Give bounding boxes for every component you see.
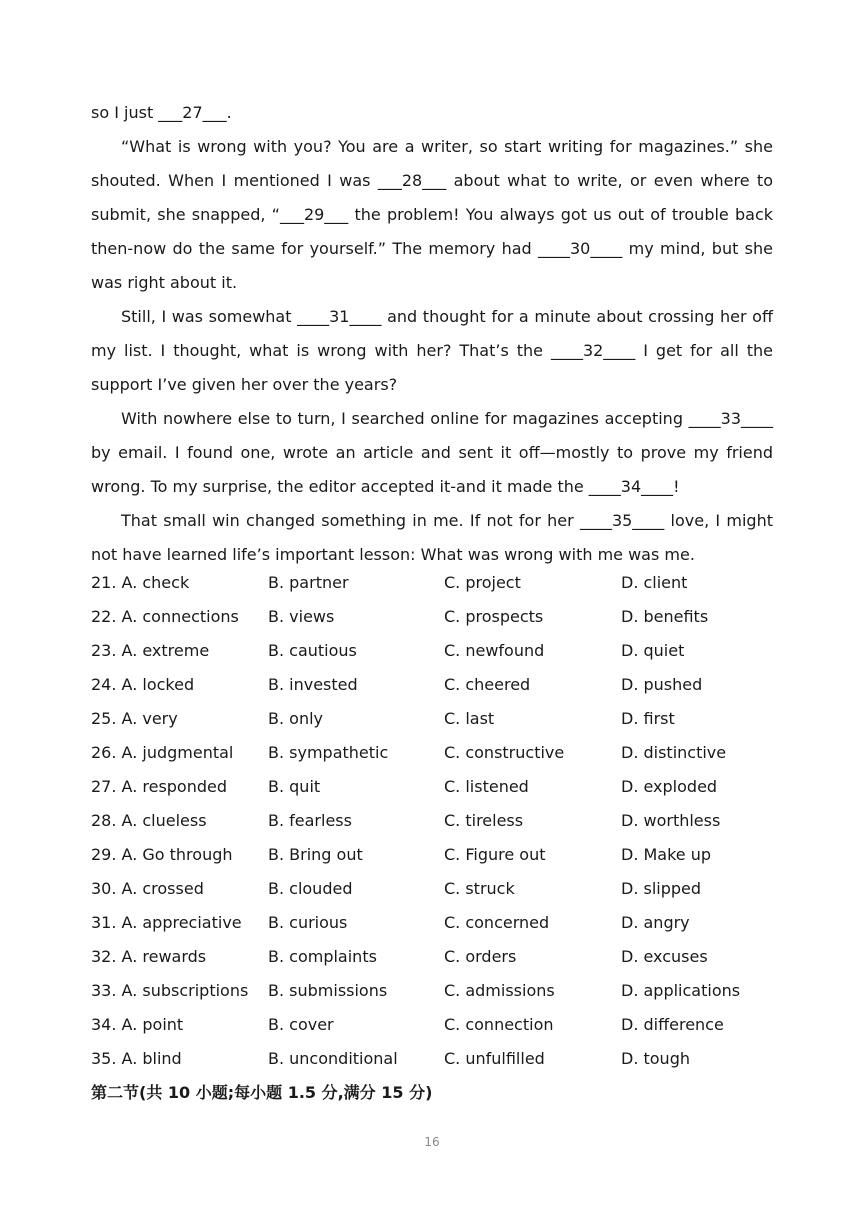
question-option-row bbox=[91, 906, 791, 940]
option-b: B. only bbox=[268, 709, 323, 728]
question-option-row bbox=[91, 1042, 791, 1076]
option-c: C. orders bbox=[444, 947, 517, 966]
option-a: 26. A. judgmental bbox=[91, 743, 234, 762]
question-option-row bbox=[91, 736, 791, 770]
option-a: 31. A. appreciative bbox=[91, 913, 242, 932]
option-d: D. Make up bbox=[621, 845, 712, 864]
option-d: D. slipped bbox=[621, 879, 702, 898]
option-b: B. fearless bbox=[268, 811, 352, 830]
option-b: B. clouded bbox=[268, 879, 353, 898]
option-d: D. benefits bbox=[621, 607, 709, 626]
passage-paragraph: “What is wrong with you? You are a writer, so start writing for magazines.” she shouted. When I mentioned I was ___28___ about what to write, or even where to submit, she snapped, “___29___ the problem! You always got us out of trouble back then-now do the same for yourself.” The memory had ____30____ my mind, but she was right about it. bbox=[91, 137, 773, 292]
cloze-passage bbox=[91, 96, 773, 572]
option-c: C. project bbox=[444, 573, 521, 592]
passage-paragraph: so I just ___27___. bbox=[91, 103, 232, 122]
option-d: D. exploded bbox=[621, 777, 718, 796]
question-option-row bbox=[91, 770, 791, 804]
question-option-row bbox=[91, 702, 791, 736]
option-a: 25. A. very bbox=[91, 709, 178, 728]
passage-paragraph: Still, I was somewhat ____31____ and thought for a minute about crossing her off my list. I thought, what is wrong with her? That’s the ____32____ I get for all the support I’ve given her over the years? bbox=[91, 307, 773, 394]
option-b: B. cautious bbox=[268, 641, 357, 660]
option-d: D. excuses bbox=[621, 947, 708, 966]
option-c: C. cheered bbox=[444, 675, 531, 694]
page-number: 16 bbox=[424, 1135, 440, 1149]
option-d: D. tough bbox=[621, 1049, 690, 1068]
option-d: D. distinctive bbox=[621, 743, 727, 762]
option-d: D. quiet bbox=[621, 641, 685, 660]
option-a: 34. A. point bbox=[91, 1015, 184, 1034]
option-a: 21. A. check bbox=[91, 573, 190, 592]
option-c: C. concerned bbox=[444, 913, 550, 932]
passage-paragraph: That small win changed something in me. If not for her ____35____ love, I might not have learned life’s important lesson: What was wrong with me was me. bbox=[91, 511, 773, 564]
option-b: B. views bbox=[268, 607, 335, 626]
option-c: C. unfulfilled bbox=[444, 1049, 545, 1068]
option-d: D. angry bbox=[621, 913, 690, 932]
option-d: D. first bbox=[621, 709, 675, 728]
option-c: C. last bbox=[444, 709, 495, 728]
option-c: C. newfound bbox=[444, 641, 545, 660]
option-a: 28. A. clueless bbox=[91, 811, 207, 830]
option-a: 33. A. subscriptions bbox=[91, 981, 249, 1000]
option-b: B. invested bbox=[268, 675, 358, 694]
question-option-row bbox=[91, 566, 791, 600]
question-option-row bbox=[91, 1008, 791, 1042]
option-d: D. worthless bbox=[621, 811, 721, 830]
option-c: C. struck bbox=[444, 879, 515, 898]
option-c: C. prospects bbox=[444, 607, 544, 626]
option-b: B. sympathetic bbox=[268, 743, 389, 762]
option-c: C. connection bbox=[444, 1015, 554, 1034]
option-a: 32. A. rewards bbox=[91, 947, 207, 966]
question-option-row bbox=[91, 838, 791, 872]
option-a: 35. A. blind bbox=[91, 1049, 182, 1068]
question-option-row bbox=[91, 600, 791, 634]
option-c: C. listened bbox=[444, 777, 529, 796]
option-d: D. client bbox=[621, 573, 688, 592]
option-a: 24. A. locked bbox=[91, 675, 195, 694]
option-c: C. constructive bbox=[444, 743, 565, 762]
option-a: 23. A. extreme bbox=[91, 641, 210, 660]
option-d: D. applications bbox=[621, 981, 741, 1000]
section-heading: 第二节(共 10 小题;每小题 1.5 分,满分 15 分) bbox=[91, 1083, 433, 1102]
option-b: B. cover bbox=[268, 1015, 334, 1034]
answer-options bbox=[91, 566, 791, 1076]
question-option-row bbox=[91, 668, 791, 702]
option-b: B. submissions bbox=[268, 981, 388, 1000]
option-d: D. difference bbox=[621, 1015, 724, 1034]
option-b: B. unconditional bbox=[268, 1049, 398, 1068]
question-option-row bbox=[91, 634, 791, 668]
option-a: 22. A. connections bbox=[91, 607, 239, 626]
question-option-row bbox=[91, 804, 791, 838]
question-option-row bbox=[91, 974, 791, 1008]
question-option-row bbox=[91, 940, 791, 974]
option-b: B. Bring out bbox=[268, 845, 363, 864]
passage-paragraph: With nowhere else to turn, I searched online for magazines accepting ____33____ by email. I found one, wrote an article and sent it off—mostly to prove my friend wrong. To my surprise, the editor accepted it-and it made the ____34____! bbox=[91, 409, 773, 496]
option-b: B. quit bbox=[268, 777, 321, 796]
option-a: 27. A. responded bbox=[91, 777, 228, 796]
option-c: C. tireless bbox=[444, 811, 524, 830]
question-option-row bbox=[91, 872, 791, 906]
option-b: B. partner bbox=[268, 573, 349, 592]
option-c: C. Figure out bbox=[444, 845, 546, 864]
option-d: D. pushed bbox=[621, 675, 703, 694]
option-b: B. complaints bbox=[268, 947, 377, 966]
option-a: 29. A. Go through bbox=[91, 845, 233, 864]
option-a: 30. A. crossed bbox=[91, 879, 204, 898]
option-c: C. admissions bbox=[444, 981, 555, 1000]
option-b: B. curious bbox=[268, 913, 348, 932]
